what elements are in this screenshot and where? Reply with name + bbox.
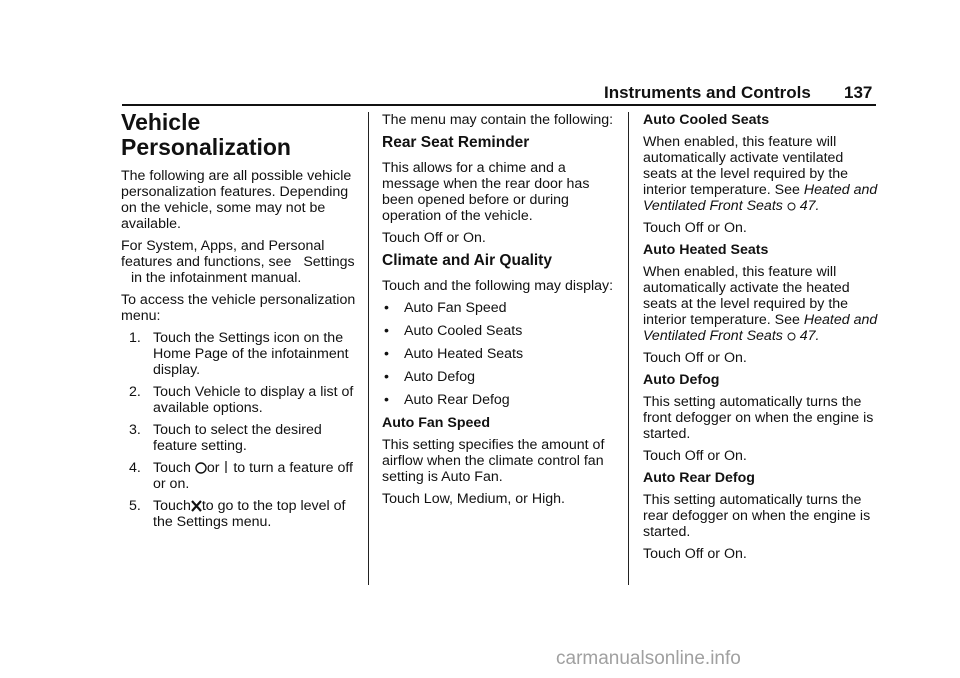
x-icon — [191, 500, 202, 512]
steps-list — [121, 330, 357, 530]
climate-paragraph: Touch and the following may display: — [382, 278, 614, 294]
auto-defog-touch: Touch Off or On. — [643, 448, 747, 464]
list-item: 4. Touch or to turn a feature off or on. — [129, 460, 353, 492]
rear-defog-paragraph: This setting automatically turns the rear defogger on when the engine is started. — [643, 492, 871, 540]
column-1 — [121, 110, 357, 536]
cooled-seats-link[interactable]: Heated and Ventilated Front Seats — [643, 182, 878, 214]
auto-defog-title: Auto Defog — [643, 372, 720, 388]
section-title: Instruments and Controls — [604, 83, 811, 102]
column-divider — [628, 112, 629, 585]
cooled-seats-title: Auto Cooled Seats — [643, 112, 770, 128]
list-item: 3. Touch to select the desired feature setting. — [129, 422, 322, 454]
list-item: 2. Touch Vehicle to display a list of available options. — [129, 384, 354, 416]
cooled-seats-paragraph: When enabled, this feature will automatically activate ventilated seats at the level required by the interior temperature. See Heated and Ventilated Front Seats 47. — [643, 134, 878, 214]
column-3 — [643, 112, 879, 568]
heated-seats-paragraph: When enabled, this feature will automatically activate the heated seats at the level required by the interior temperature. See Heated and Ventilated Front Seats 47. — [643, 264, 878, 344]
rear-defog-title: Auto Rear Defog — [643, 470, 755, 486]
rear-defog-touch: Touch Off or On. — [643, 546, 747, 562]
fan-speed-touch: Touch Low, Medium, or High. — [382, 491, 565, 507]
rear-seat-touch: Touch Off or On. — [382, 230, 486, 246]
list-item: • Auto Rear Defog — [384, 392, 510, 408]
list-item: • Auto Heated Seats — [384, 346, 524, 362]
list-item: • Auto Cooled Seats — [384, 323, 523, 339]
page-number: 137 — [844, 83, 873, 102]
column-divider — [368, 112, 369, 585]
settings-link[interactable]: Settings — [303, 254, 355, 270]
menu-intro: The menu may contain the following: — [382, 112, 614, 128]
intro-paragraph: The following are all possible vehicle personalization features. Depending on the vehicle, some may not be available. — [121, 168, 352, 232]
heated-seats-link[interactable]: Heated and Ventilated Front Seats — [643, 312, 878, 344]
column-2 — [382, 112, 614, 513]
list-item: 5. Touch to go to the top level of the Settings menu. — [129, 498, 346, 530]
access-paragraph: To access the vehicle personalization menu: — [121, 292, 356, 324]
fan-speed-paragraph: This setting specifies the amount of airflow when the climate control fan setting is Auto Fan. — [382, 437, 605, 485]
page-ref-icon — [787, 201, 796, 212]
settings-reference: For System, Apps, and Personal features and functions, see Settings in the infotainment manual. — [121, 238, 355, 286]
circle-icon — [195, 462, 207, 474]
header-rule — [122, 104, 876, 106]
climate-options-list — [382, 300, 614, 408]
watermark: carmanualsonline.info — [556, 648, 741, 669]
page-ref-icon — [787, 331, 796, 342]
auto-defog-paragraph: This setting automatically turns the front defogger on when the engine is started. — [643, 394, 874, 442]
list-item: • Auto Fan Speed — [384, 300, 507, 316]
cooled-seats-touch: Touch Off or On. — [643, 220, 747, 236]
list-item: • Auto Defog — [384, 369, 475, 385]
climate-heading: Climate and Air Quality — [382, 252, 552, 269]
list-item: 1. Touch the Settings icon on the Home Page of the infotainment display. — [129, 330, 349, 378]
section-heading: Vehicle Personalization — [121, 109, 291, 160]
fan-speed-title: Auto Fan Speed — [382, 415, 490, 431]
heated-seats-touch: Touch Off or On. — [643, 350, 747, 366]
bar-icon — [223, 460, 229, 474]
rear-seat-heading: Rear Seat Reminder — [382, 134, 530, 151]
heated-seats-title: Auto Heated Seats — [643, 242, 769, 258]
page-header — [604, 83, 873, 103]
rear-seat-paragraph: This allows for a chime and a message when the rear door has been opened before or during operation of the vehicle. — [382, 160, 590, 224]
